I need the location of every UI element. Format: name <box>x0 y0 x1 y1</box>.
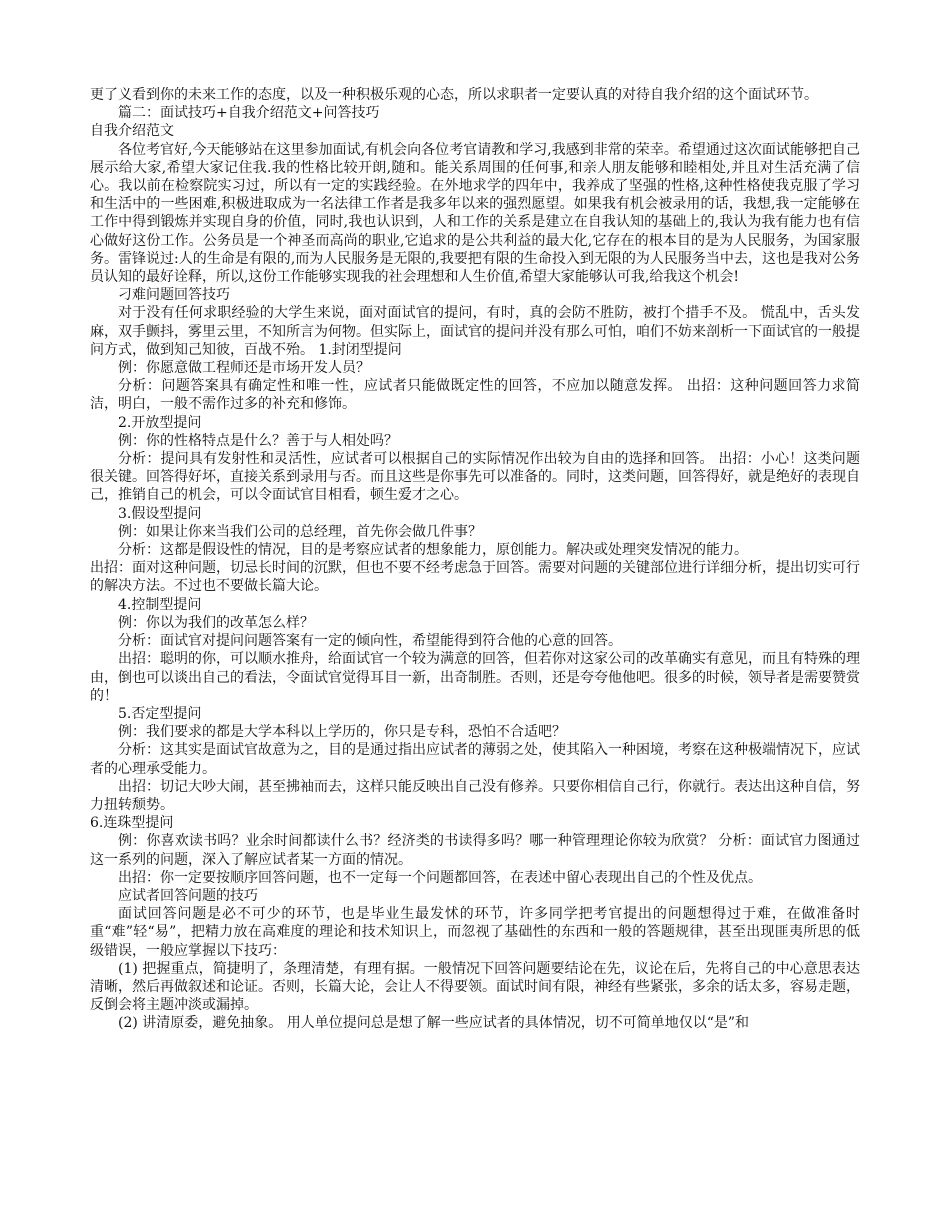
paragraph: 5.否定型提问 <box>118 705 202 722</box>
paragraph: 出招：你一定要按顺序回答问题，也不一定每一个问题都回答，在表述中留心表现出自己的个性及优点。 <box>118 869 762 886</box>
paragraph: 6.连珠型提问 <box>90 815 174 832</box>
document-page <box>90 86 860 1033</box>
paragraph: 篇二：面试技巧+自我介绍范文+问答技巧 <box>118 105 380 122</box>
paragraph: 应试者回答问题的技巧 <box>118 887 258 904</box>
paragraph: 例：你愿意做工程师还是市场开发人员？ <box>118 360 370 377</box>
paragraph: 出招：切记大吵大闹，甚至拂袖而去，这样只能反映出自己没有修养。只要你相信自己行，你就行。表达出这种自信，努力扭转颓势。 <box>90 778 860 813</box>
paragraph: 例：如果让你来当我们公司的总经理，首先你会做几件事？ <box>118 523 482 540</box>
paragraph: 例：你以为我们的改革怎么样？ <box>118 614 314 631</box>
paragraph: (1) 把握重点，简捷明了，条理清楚，有理有据。一般情况下回答问题要结论在先，议论在后，先将自己的中心意思表达清晰，然后再做叙述和论证。否则，长篇大论，会让人不得要领。面试时间有限，神经有些紧张，多余的话太多，容易走题，反倒会将主题冲淡或漏掉。 <box>90 960 860 1014</box>
paragraph: 自我介绍范文 <box>90 123 174 140</box>
paragraph: 4.控制型提问 <box>118 596 202 613</box>
paragraph: 例：我们要求的都是大学本科以上学历的，你只是专科，恐怕不合适吧？ <box>118 724 566 741</box>
paragraph: 分析：提问具有发射性和灵活性，应试者可以根据自己的实际情况作出较为自由的选择和回答。 出招：小心！这类问题很关键。回答得好坏，直接关系到录用与否。而且这些是你事先可以准备的。同时，这类问题，回答得好，就是绝好的表现自己，推销自己的机会，可以令面试官目相看，顿生爱才之心。 <box>90 451 860 504</box>
paragraph: 出招：面对这种问题，切忌长时间的沉默，但也不要不经考虑急于回答。需要对问题的关键部位进行详细分析，提出切实可行的解决方法。不过也不要做长篇大论。 <box>90 560 860 595</box>
paragraph: (2) 讲清原委，避免抽象。 用人单位提问总是想了解一些应试者的具体情况，切不可简单地仅以“是”和 <box>118 1015 750 1032</box>
paragraph: 例：你喜欢读书吗？业余时间都读什么书？经济类的书读得多吗？哪一种管理理论你较为欣赏？ 分析：面试官力图通过这一系列的问题，深入了解应试者某一方面的情况。 <box>90 833 860 868</box>
paragraph: 分析：问题答案具有确定性和唯一性，应试者只能做既定性的回答，不应加以随意发挥。 出招：这种问题回答力求简洁，明白，一般不需作过多的补充和修饰。 <box>90 378 860 413</box>
paragraph: 2.开放型提问 <box>118 414 202 431</box>
paragraph: 更了义看到你的未来工作的态度，以及一种积极乐观的心态，所以求职者一定要认真的对待自我介绍的这个面试环节。 <box>90 87 818 103</box>
paragraph: 3.假设型提问 <box>118 505 202 522</box>
paragraph: 刁难问题回答技巧 <box>118 287 230 304</box>
paragraph: 分析：这都是假设性的情况，目的是考察应试者的想象能力，原创能力。解决或处理突发情况的能力。 <box>118 542 748 559</box>
paragraph: 面试回答问题是必不可少的环节，也是毕业生最发怵的环节，许多同学把考官提出的问题想得过于难，在做准备时重“难”轻“易”，把精力放在高难度的理论和技术知识上，而忽视了基础性的东西和一般的答题规律，甚至出现匪夷所思的低级错误，一般应掌握以下技巧： <box>90 906 860 959</box>
paragraph: 分析：面试官对提问问题答案有一定的倾向性，希望能得到符合他的心意的回答。 <box>118 633 622 650</box>
paragraph: 例：你的性格特点是什么？善于与人相处吗？ <box>118 432 398 449</box>
paragraph: 各位考官好,今天能够站在这里参加面试,有机会向各位考官请教和学习,我感到非常的荣幸。希望通过这次面试能够把自己展示给大家,希望大家记住我.我的性格比较开朗,随和。能关系周围的任何事,和亲人朋友能够和睦相处,并且对生活充满了信心。我以前在检察院实习过，所以有一定的实践经验。在外地求学的四年中，我养成了坚强的性格,这种性格使我克服了学习和生活中的一些困难,积极进取成为一名法律工作者是我多年以来的强烈愿望。如果我有机会被录用的话，我想,我一定能够在工作中得到锻炼并实现自身的价值，同时,我也认识到，人和工作的关系是建立在自我认知的基础上的,我认为我有能力也有信心做好这份工作。公务员是一个神圣而高尚的职业,它追求的是公共利益的最大化,它存在的根本目的是为人民服务，为国家服务。雷锋说过:人的生命是有限的,而为人民服务是无限的,我要把有限的生命投入到无限的为人民服务当中去，这也是我对公务员认知的最好诠释，所以,这份工作能够实现我的社会理想和人生价值,希望大家能够认可我,给我这个机会! <box>90 141 860 286</box>
paragraph: 对于没有任何求职经验的大学生来说，面对面试官的提问，有时，真的会防不胜防，被打个措手不及。 慌乱中，舌头发麻，双手颤抖，雾里云里，不知所言为何物。但实际上，面试官的提问并没有那么可怕，咱们不妨来剖析一下面试官的一般提问方式，做到知己知彼，百战不殆。 1.封闭型提问 <box>90 305 860 358</box>
paragraph: 出招：聪明的你，可以顺水推舟，给面试官一个较为满意的回答，但若你对这家公司的改革确实有意见，而且有特殊的理由，倒也可以谈出自己的看法，令面试官觉得耳目一新，出奇制胜。否则，还是夸夸他他吧。很多的时候，领导者是需要赞赏的！ <box>90 651 860 704</box>
paragraph: 分析：这其实是面试官故意为之，目的是通过指出应试者的薄弱之处，使其陷入一种困境，考察在这种极端情况下，应试者的心理承受能力。 <box>90 742 860 777</box>
